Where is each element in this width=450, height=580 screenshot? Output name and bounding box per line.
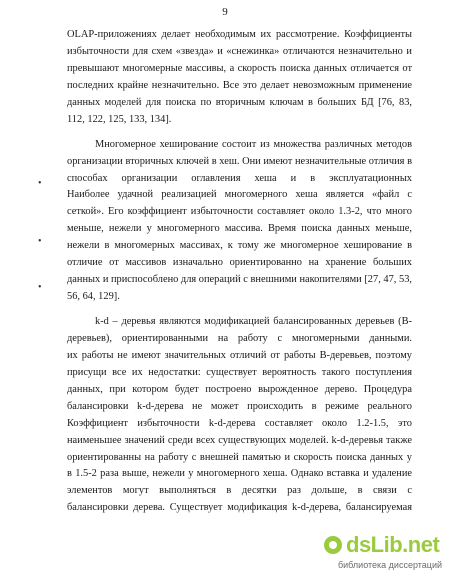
text-line: элементов могут выполняться в десятки раз дольше, в связи с xyxy=(67,485,412,497)
text-line: присущи все их недостатки: существует вероятность такого поступления xyxy=(67,366,412,378)
text-line: OLAP-приложениях делает необходимым их рассмотрение. Коэффициенты xyxy=(67,29,412,40)
text-line: Многомерное хеширование состоит из множества различных методов xyxy=(95,138,412,150)
text-line: 56, 64, 129]. xyxy=(67,291,120,303)
paragraph xyxy=(67,27,412,129)
text-line: данных моделей для поиска по вторичным ключам в больших БД [76, 83, xyxy=(67,96,412,108)
logo-tld: .net xyxy=(402,532,440,557)
paragraph xyxy=(67,137,412,306)
watermark-logo xyxy=(322,530,442,576)
margin-mark: • xyxy=(38,178,42,189)
text-line: Коэффициент избыточности k-d-дерева составляет около 1.2-1.5, это xyxy=(67,417,412,429)
text-line: отличие от массивов изначально ориентированно на хранение больших xyxy=(67,257,412,269)
text-line: балансировки дерева. Существует модификация k-d-дерева, балансируемая xyxy=(67,502,412,514)
document-body xyxy=(67,27,412,517)
page-number: 9 xyxy=(222,6,228,18)
paragraph xyxy=(67,314,412,517)
logo-dot-icon xyxy=(324,536,342,554)
logo xyxy=(322,530,442,558)
text-line: нежели в многомерных массивах, к тому же многомерное хеширование в xyxy=(67,240,412,252)
text-line: организации вторичных ключей в хеш. Они имеют незначительные отличия в xyxy=(67,155,412,167)
text-line: превышают многомерные массивы, а скорость поиска данных отличается от xyxy=(67,62,412,74)
text-line: данных и приспособлено для операций с внешними накопителями [27, 47, 53, xyxy=(67,274,412,286)
text-line: избыточности для схем «звезда» и «снежинка» отличаются незначительно и xyxy=(67,45,412,57)
text-line: меньше, нежели у многомерного массива. Время поиска данных меньше, xyxy=(67,223,412,235)
text-line: в 1.5-2 раза выше, нежели у многомерного хеша. Однако вставка и удаление xyxy=(67,468,412,480)
text-line: Наиболее удачной реализацией многомерного хеша является «файл с xyxy=(67,189,412,201)
text-line: последних крайне незначительно. Все это делает невозможным применение xyxy=(67,79,412,91)
text-line: k-d – деревья являются модификацией балансированных деревьев (B- xyxy=(95,316,412,327)
text-line: способах организации оглавления хеша и в эксплуатационных xyxy=(67,172,412,184)
text-line: деревьев), ориентированными на работу с многомерными данными. xyxy=(67,332,412,344)
text-line: сеткой». Его коэффициент избыточности составляет около 1.3-2, что много xyxy=(67,206,412,218)
text-line: данных, при котором будет построено вырожденное дерево. Процедура xyxy=(67,383,412,395)
margin-mark: • xyxy=(38,236,42,247)
text-line: 112, 122, 125, 133, 134]. xyxy=(67,113,172,125)
text-line: наименьшее значений среди всех существующих моделей. k-d-деревья также xyxy=(67,434,412,446)
logo-brand: dsLib xyxy=(346,532,403,557)
margin-mark: • xyxy=(38,282,42,293)
text-line: ориентированны на работу с внешней памятью и скорость поиска данных у xyxy=(67,451,412,463)
text-line: их работы не имеют значительных отличий от работы B-деревьев, поэтому xyxy=(67,349,412,361)
text-line: балансировки k-d-дерева не может происходить в режиме реального xyxy=(67,400,412,412)
watermark-caption: библиотека диссертаций xyxy=(337,560,442,570)
